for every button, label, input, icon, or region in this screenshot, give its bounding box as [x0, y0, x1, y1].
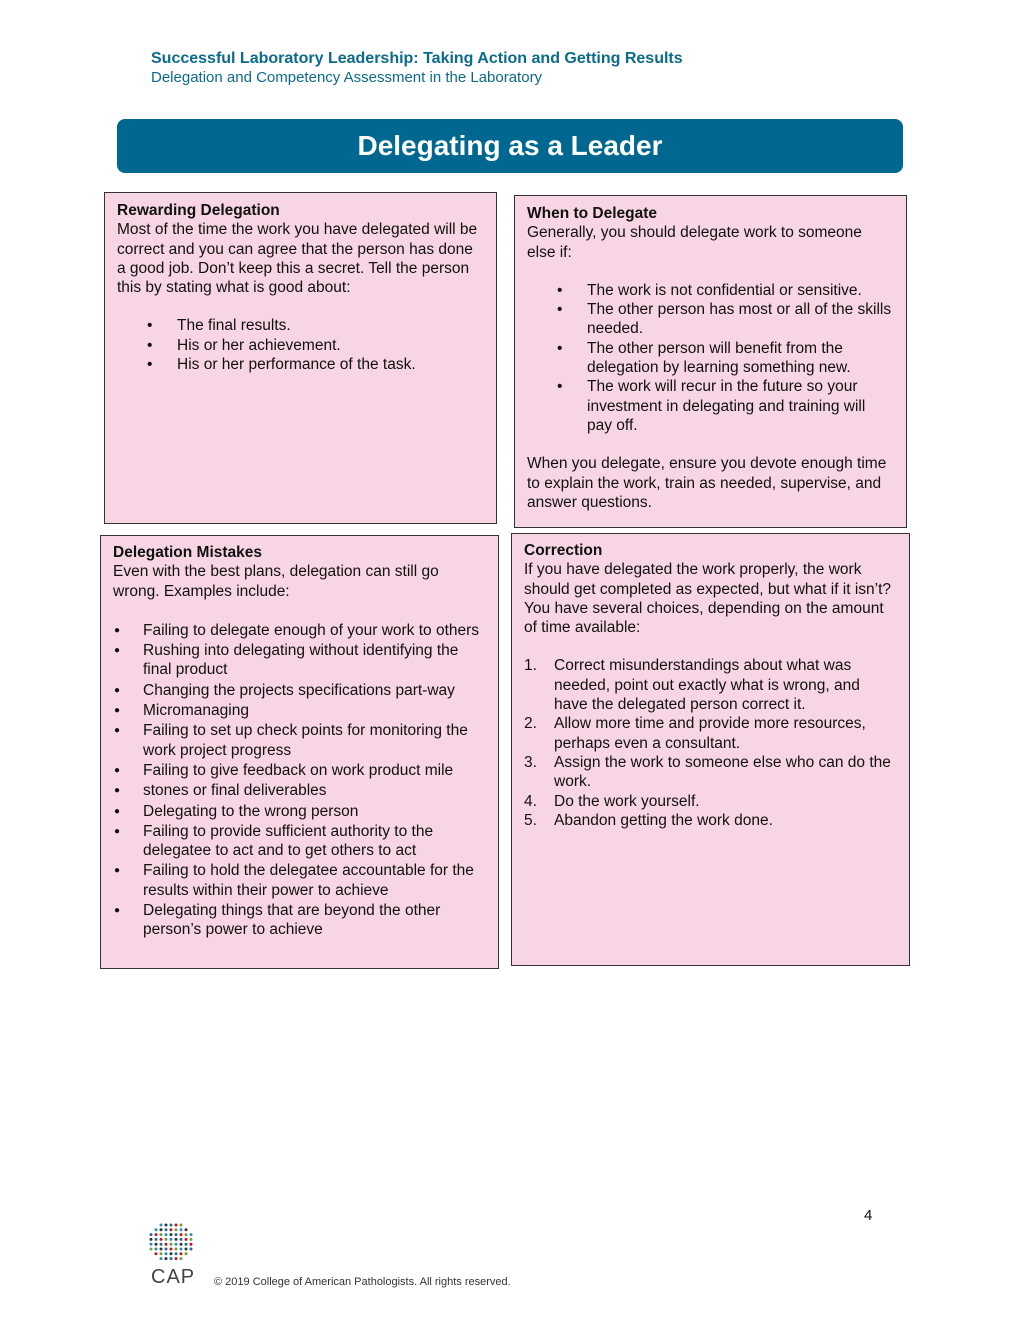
- page-number: 4: [864, 1207, 873, 1224]
- logo-dot: [175, 1252, 178, 1255]
- logo-dot: [160, 1252, 163, 1255]
- logo-dot: [185, 1233, 188, 1236]
- rewarding-intro: Most of the time the work you have delegated will be correct and you can agree that the person has done a good job. Don’t keep this a secret. Tell the person this by stating what is good about:: [117, 221, 478, 297]
- correction-heading: Correction: [524, 542, 603, 559]
- logo-dot: [150, 1248, 153, 1251]
- logo-dot: [170, 1243, 173, 1246]
- list-item: • The final results.: [117, 316, 484, 335]
- delegation-mistakes-box: [100, 535, 499, 969]
- list-item: ● Failing to set up check points for monitoring the work project progress: [113, 721, 486, 760]
- when-heading: When to Delegate: [527, 205, 658, 222]
- list-item: [524, 792, 897, 811]
- list-item: • The other person will benefit from the delegation by learning something new.: [527, 339, 894, 378]
- logo-dot: [165, 1228, 168, 1231]
- list-item: • The work is not confidential or sensitive.: [527, 281, 894, 300]
- logo-dot: [165, 1252, 168, 1255]
- logo-dot: [175, 1243, 178, 1246]
- logo-dot: [185, 1228, 188, 1231]
- list-item: [524, 656, 897, 714]
- list-item: • His or her achievement.: [117, 336, 484, 355]
- when-list: [527, 281, 894, 435]
- correction-list: [524, 656, 897, 830]
- rewarding-list: [117, 316, 484, 374]
- logo-dot: [190, 1248, 193, 1251]
- logo-dot: [165, 1257, 168, 1260]
- correction-box: [511, 533, 910, 966]
- logo-dot: [190, 1238, 193, 1241]
- list-item: • His or her performance of the task.: [117, 355, 484, 374]
- mistakes-list: [113, 621, 486, 940]
- list-item: ● Failing to delegate enough of your work to others: [113, 621, 486, 640]
- logo-dot: [185, 1252, 188, 1255]
- logo-dot: [180, 1228, 183, 1231]
- list-item: • The work will recur in the future so your investment in delegating and training will pay off.: [527, 377, 894, 435]
- logo-dot: [180, 1243, 183, 1246]
- item-number: 4.: [524, 792, 537, 810]
- logo-dot: [155, 1252, 158, 1255]
- list-item: ● Delegating to the wrong person: [113, 802, 486, 821]
- item-number: 2.: [524, 715, 537, 733]
- when-intro: Generally, you should delegate work to someone else if:: [527, 224, 862, 261]
- logo-dot: [175, 1257, 178, 1260]
- when-to-delegate-box: [514, 195, 907, 528]
- logo-dot: [175, 1228, 178, 1231]
- logo-dot: [160, 1228, 163, 1231]
- logo-dot: [165, 1243, 168, 1246]
- logo-dot: [160, 1233, 163, 1236]
- logo-dot: [160, 1248, 163, 1251]
- logo-dot: [185, 1238, 188, 1241]
- logo-dot: [170, 1252, 173, 1255]
- rewarding-heading: Rewarding Delegation: [117, 202, 280, 219]
- list-item: ● Failing to hold the delegatee accountable for the results within their power to achieve: [113, 861, 486, 900]
- item-number: 1.: [524, 657, 537, 675]
- list-item: ● Micromanaging: [113, 701, 486, 720]
- logo-dot: [180, 1252, 183, 1255]
- list-item: [524, 753, 897, 792]
- logo-dot: [180, 1248, 183, 1251]
- when-outro: When you delegate, ensure you devote enough time to explain the work, train as needed, supervise, and answer questions.: [527, 455, 887, 511]
- list-item: ● Changing the projects specifications part-way: [113, 681, 486, 700]
- logo-dot: [175, 1233, 178, 1236]
- list-item: [524, 811, 897, 830]
- correction-intro: If you have delegated the work properly, the work should get completed as expected, but what if it isn’t? You have several choices, depending on the amount of time available:: [524, 561, 892, 637]
- logo-dot: [150, 1243, 153, 1246]
- logo-dot: [170, 1224, 173, 1227]
- logo-dot: [165, 1233, 168, 1236]
- logo-dot: [160, 1238, 163, 1241]
- rewarding-delegation-box: [104, 192, 497, 524]
- logo-dot: [150, 1233, 153, 1236]
- item-text: Allow more time and provide more resources, perhaps even a consultant.: [554, 715, 866, 752]
- logo-dot: [170, 1248, 173, 1251]
- list-item: ● stones or final deliverables: [113, 781, 486, 800]
- item-text: Assign the work to someone else who can do the work.: [554, 753, 891, 791]
- logo-dot: [175, 1224, 178, 1227]
- document-subtitle: Delegation and Competency Assessment in the Laboratory: [151, 69, 543, 86]
- logo-dot: [160, 1257, 163, 1260]
- logo-dot: [165, 1238, 168, 1241]
- item-text: Do the work yourself.: [554, 792, 700, 810]
- logo-dot: [150, 1238, 153, 1241]
- logo-text: CAP: [151, 1266, 196, 1288]
- logo-dot: [155, 1228, 158, 1231]
- logo-dot: [160, 1224, 163, 1227]
- list-item: ● Failing to give feedback on work product mile: [113, 761, 486, 780]
- cap-logo-icon: [146, 1222, 196, 1262]
- section-banner: [117, 119, 903, 173]
- logo-dot: [170, 1233, 173, 1236]
- logo-dot: [170, 1228, 173, 1231]
- document-title: Successful Laboratory Leadership: Taking Action and Getting Results: [151, 50, 683, 67]
- logo-dot: [185, 1243, 188, 1246]
- logo-dot: [175, 1238, 178, 1241]
- logo-dot: [160, 1243, 163, 1246]
- mistakes-intro: Even with the best plans, delegation can still go wrong. Examples include:: [113, 563, 439, 600]
- logo-dot: [180, 1233, 183, 1236]
- copyright-notice: © 2019 College of American Pathologists. All rights reserved.: [214, 1276, 511, 1288]
- logo-dot: [155, 1243, 158, 1246]
- item-text: Abandon getting the work done.: [554, 811, 773, 829]
- logo-dot: [155, 1238, 158, 1241]
- logo-dot: [155, 1233, 158, 1236]
- logo-dot: [180, 1238, 183, 1241]
- item-number: 5.: [524, 811, 537, 829]
- mistakes-heading: Delegation Mistakes: [113, 544, 263, 561]
- logo-dot: [190, 1243, 193, 1246]
- logo-dot: [165, 1224, 168, 1227]
- logo-dot: [155, 1248, 158, 1251]
- item-text: Correct misunderstandings about what was needed, point out exactly what is wrong, and have the delegated person correct it.: [554, 657, 860, 714]
- list-item: ● Delegating things that are beyond the other person’s power to achieve: [113, 901, 486, 940]
- logo-dot: [180, 1224, 183, 1227]
- logo-dot: [180, 1257, 183, 1260]
- logo-dot: [170, 1238, 173, 1241]
- logo-dot: [190, 1233, 193, 1236]
- logo-dot: [175, 1248, 178, 1251]
- item-number: 3.: [524, 753, 537, 771]
- logo-dot: [165, 1248, 168, 1251]
- list-item: ● Rushing into delegating without identifying the final product: [113, 641, 486, 680]
- logo-dot: [185, 1248, 188, 1251]
- logo-dot: [170, 1257, 173, 1260]
- banner-title: Delegating as a Leader: [357, 130, 663, 161]
- list-item: [524, 714, 897, 753]
- list-item: ● Failing to provide sufficient authority to the delegatee to act and to get others to act: [113, 822, 486, 861]
- list-item: • The other person has most or all of the skills needed.: [527, 300, 894, 339]
